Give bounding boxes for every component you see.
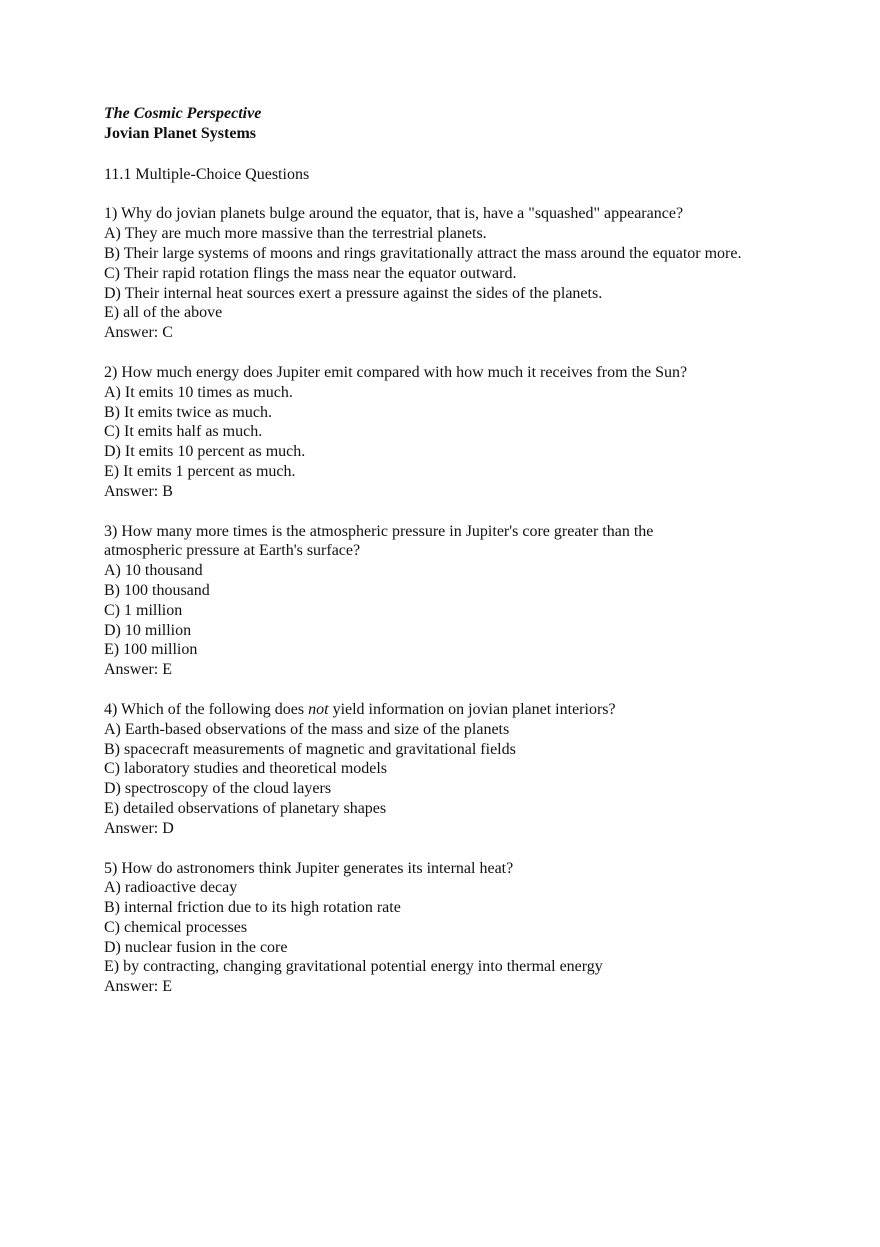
book-title: The Cosmic Perspective	[104, 105, 262, 122]
answer-option-a: A) It emits 10 times as much.	[104, 383, 293, 401]
answer-option-d: D) nuclear fusion in the core	[104, 938, 288, 956]
question-3	[104, 522, 804, 680]
answer-option-b: B) internal friction due to its high rotation rate	[104, 899, 401, 917]
answer-key: Answer: D	[104, 819, 174, 837]
question-stem-line-1: 3) How many more times is the atmospheric pressure in Jupiter's core greater than the	[104, 522, 654, 540]
answer-option-a: A) 10 thousand	[104, 562, 203, 580]
question-stem: 5) How do astronomers think Jupiter generates its internal heat?	[104, 859, 514, 877]
answer-option-a: A) Earth-based observations of the mass and size of the planets	[104, 720, 510, 738]
document-page	[104, 104, 804, 997]
answer-option-c: C) Their rapid rotation flings the mass near the equator outward.	[104, 264, 517, 282]
answer-option-c: C) It emits half as much.	[104, 423, 263, 441]
question-2	[104, 363, 804, 502]
answer-option-a: A) radioactive decay	[104, 879, 238, 897]
question-stem: 2) How much energy does Jupiter emit compared with how much it receives from the Sun?	[104, 363, 688, 381]
answer-option-d: D) spectroscopy of the cloud layers	[104, 780, 332, 798]
answer-option-d: D) 10 million	[104, 621, 192, 639]
answer-option-b: B) 100 thousand	[104, 581, 210, 599]
question-stem-emphasis: not	[308, 700, 329, 718]
answer-key: Answer: E	[104, 978, 172, 996]
question-stem-start: 4) Which of the following does	[104, 700, 309, 718]
answer-key: Answer: C	[104, 324, 173, 342]
answer-option-b: B) It emits twice as much.	[104, 403, 272, 421]
question-stem-end: yield information on jovian planet interiors?	[328, 700, 616, 718]
question-stem: 1) Why do jovian planets bulge around the equator, that is, have a "squashed" appearance?	[104, 205, 684, 223]
question-1	[104, 204, 804, 343]
answer-key: Answer: B	[104, 482, 173, 500]
answer-option-c: C) 1 million	[104, 601, 183, 619]
answer-option-b: B) Their large systems of moons and rings gravitationally attract the mass around the equator more.	[104, 244, 742, 262]
question-stem	[104, 700, 804, 720]
section-heading: 11.1 Multiple-Choice Questions	[104, 165, 310, 183]
answer-option-e: E) detailed observations of planetary shapes	[104, 799, 387, 817]
question-stem-line-2: atmospheric pressure at Earth's surface?	[104, 542, 361, 560]
answer-option-b: B) spacecraft measurements of magnetic and gravitational fields	[104, 740, 516, 758]
answer-option-d: D) Their internal heat sources exert a pressure against the sides of the planets.	[104, 284, 603, 302]
answer-option-e: E) by contracting, changing gravitational potential energy into thermal energy	[104, 958, 603, 976]
answer-option-c: C) laboratory studies and theoretical models	[104, 760, 388, 778]
chapter-title: Jovian Planet Systems	[104, 124, 256, 142]
answer-option-e: E) all of the above	[104, 304, 223, 322]
answer-option-c: C) chemical processes	[104, 918, 248, 936]
answer-option-a: A) They are much more massive than the terrestrial planets.	[104, 225, 487, 243]
answer-option-d: D) It emits 10 percent as much.	[104, 443, 306, 461]
answer-option-e: E) It emits 1 percent as much.	[104, 462, 296, 480]
question-4	[104, 700, 804, 839]
answer-key: Answer: E	[104, 661, 172, 679]
question-5	[104, 859, 804, 998]
answer-option-e: E) 100 million	[104, 641, 198, 659]
